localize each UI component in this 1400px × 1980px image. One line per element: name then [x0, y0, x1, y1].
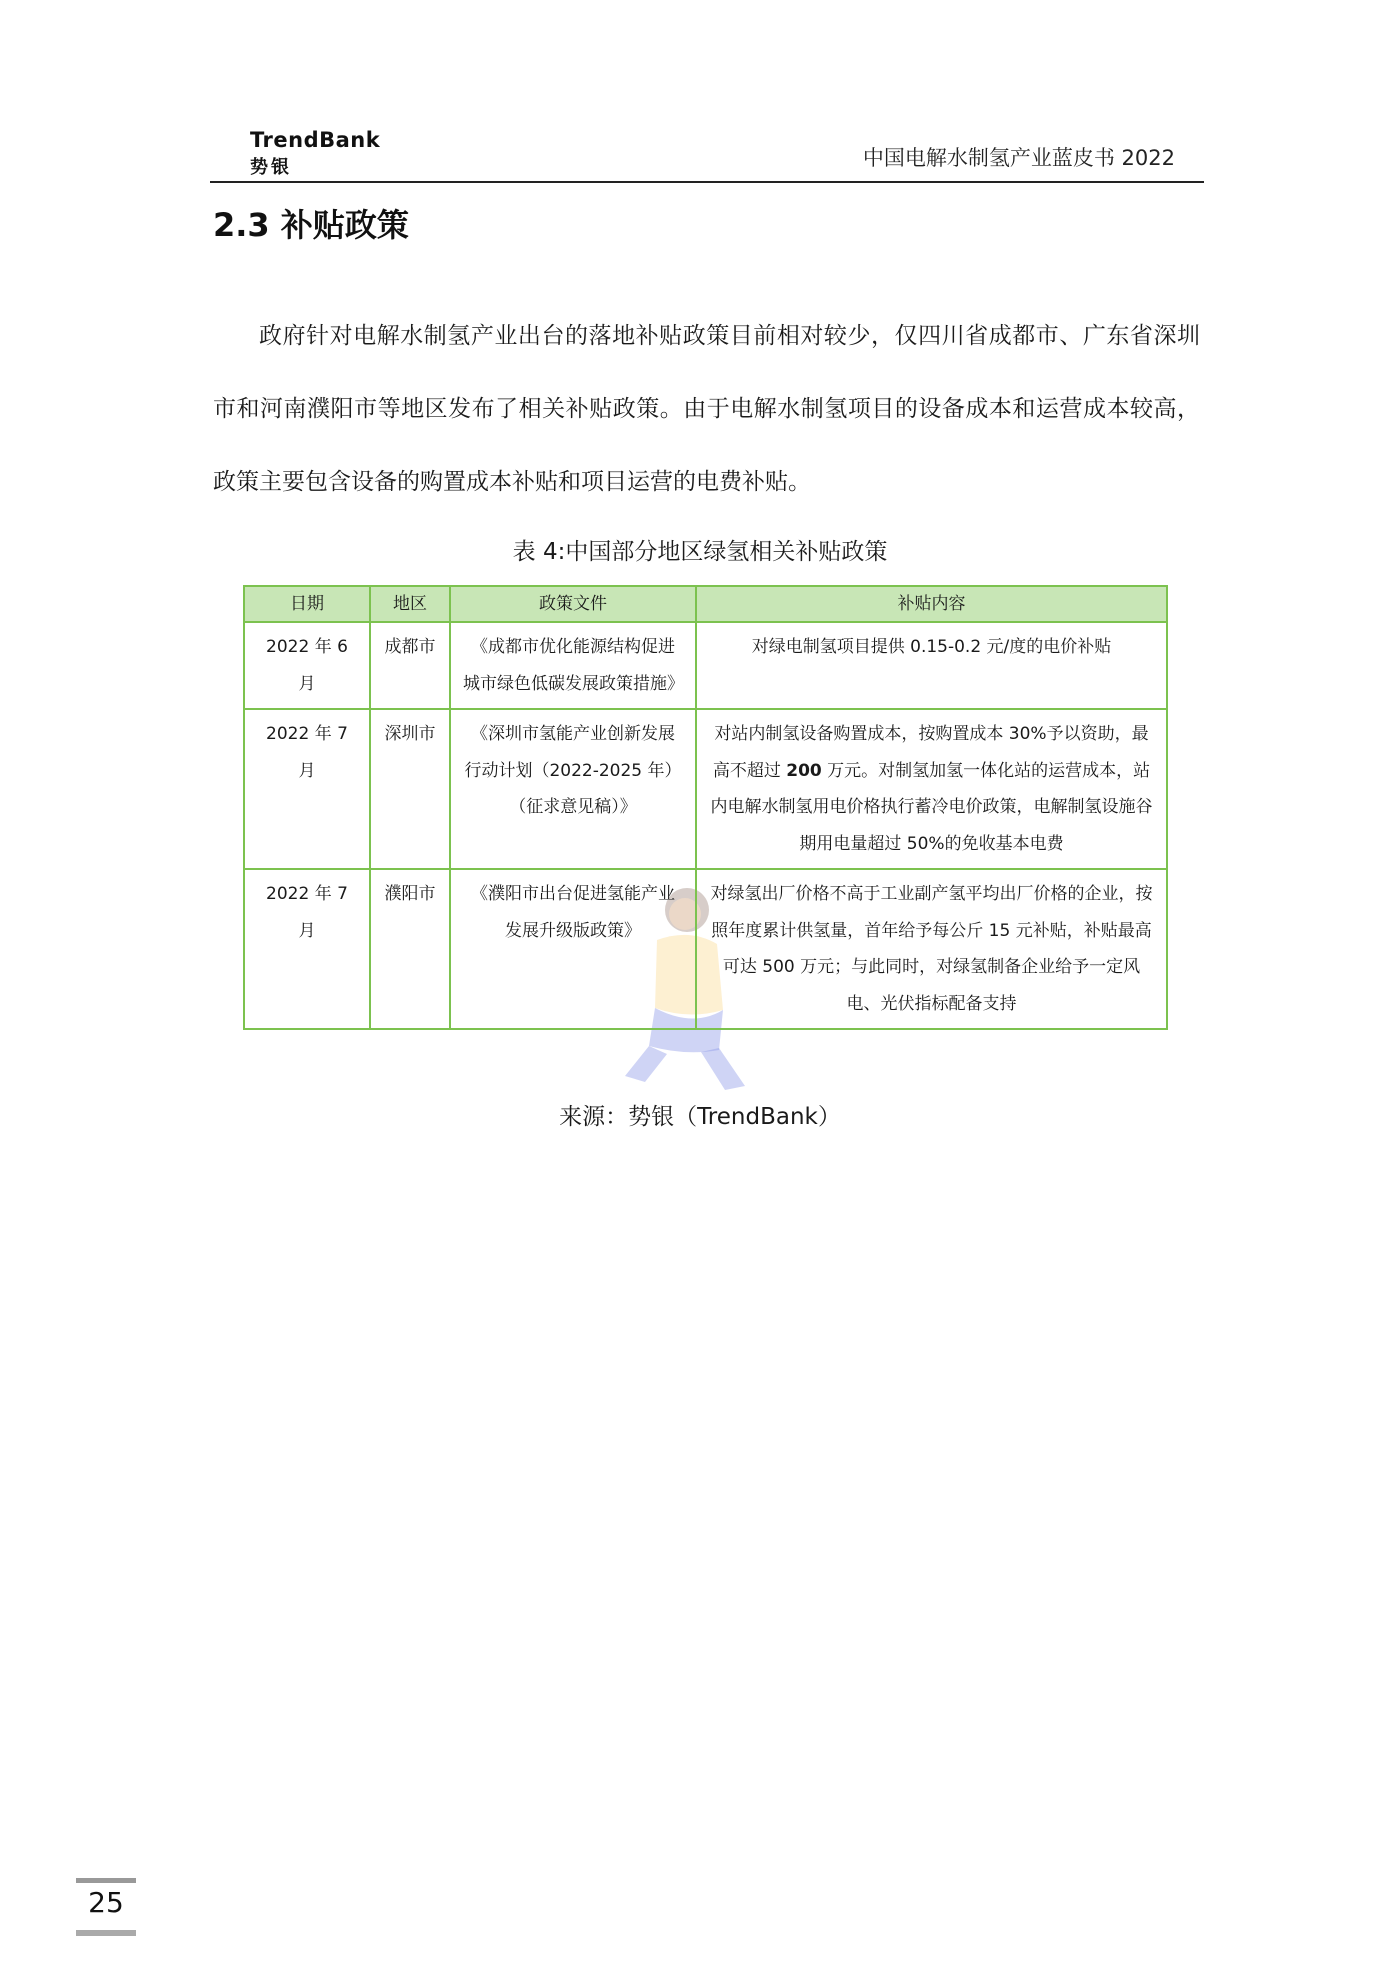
header-date: 日期	[244, 586, 370, 622]
cell-content: 对绿氢出厂价格不高于工业副产氢平均出厂价格的企业，按照年度累计供氢量，首年给予每公斤 15 元补贴，补贴最高可达 500 万元；与此同时，对绿氢制备企业给予一定风电、光伏指标配备支持	[696, 869, 1167, 1029]
cell-date: 2022 年 7 月	[244, 869, 370, 1029]
cell-region: 成都市	[370, 622, 450, 709]
content-bold-amount: 200	[786, 760, 822, 781]
header-divider	[210, 181, 1204, 183]
table-row	[244, 869, 1167, 1029]
page-number-rule-bottom	[76, 1930, 136, 1936]
cell-document: 《深圳市氢能产业创新发展行动计划（2022-2025 年）（征求意见稿）》	[450, 709, 696, 869]
page-number-rule-top	[76, 1878, 136, 1883]
subsidy-policy-table	[243, 585, 1168, 1030]
cell-document: 《濮阳市出台促进氢能产业发展升级版政策》	[450, 869, 696, 1029]
section-heading: 2.3 补贴政策	[213, 206, 409, 244]
logo-text-en: TrendBank	[250, 128, 381, 152]
cell-date: 2022 年 6 月	[244, 622, 370, 709]
table-row	[244, 709, 1167, 869]
document-title: 中国电解水制氢产业蓝皮书 2022	[862, 146, 1175, 170]
header-content: 补贴内容	[696, 586, 1167, 622]
logo-text-cn: 势银	[250, 157, 292, 178]
content-part-b: 万元。对制氢加氢一体化站的运营成本，站内电解水制氢用电价格执行蓄冷电价政策，电解制氢设施谷期用电量超过 50%的免收基本电费	[710, 760, 1153, 854]
cell-content	[696, 709, 1167, 869]
table-source: 来源：势银（TrendBank）	[559, 1104, 841, 1130]
table-caption: 表 4:中国部分地区绿氢相关补贴政策	[512, 539, 888, 565]
table-row	[244, 622, 1167, 709]
body-paragraph: 政府针对电解水制氢产业出台的落地补贴政策目前相对较少，仅四川省成都市、广东省深圳市和河南濮阳市等地区发布了相关补贴政策。由于电解水制氢项目的设备成本和运营成本较高，政策主要包含设备的购置成本补贴和项目运营的电费补贴。	[213, 323, 1200, 495]
page-number: 25	[88, 1886, 124, 1919]
content-part-a: 对站内制氢设备购置成本，按购置成本 30%予以资助，最高不超过	[712, 724, 1149, 781]
trendbank-logo	[250, 128, 380, 179]
cell-date: 2022 年 7 月	[244, 709, 370, 869]
cell-document: 《成都市优化能源结构促进城市绿色低碳发展政策措施》	[450, 622, 696, 709]
cell-content: 对绿电制氢项目提供 0.15-0.2 元/度的电价补贴	[696, 622, 1167, 709]
header-region: 地区	[370, 586, 450, 622]
cell-region: 深圳市	[370, 709, 450, 869]
cell-region: 濮阳市	[370, 869, 450, 1029]
header-document: 政策文件	[450, 586, 696, 622]
table-header-row	[244, 586, 1167, 622]
